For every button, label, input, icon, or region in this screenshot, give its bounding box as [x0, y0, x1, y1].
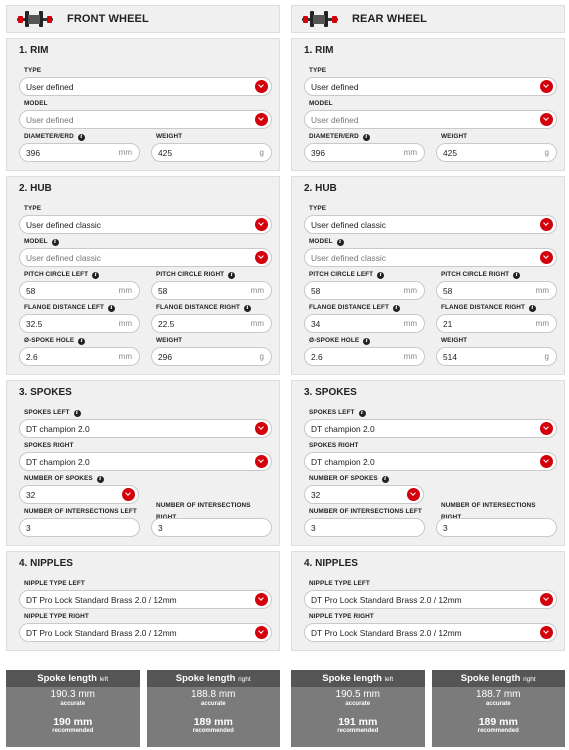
field-label: MODEL [309, 100, 333, 107]
field-label: SPOKES RIGHT [24, 442, 74, 449]
accurate-label: accurate [485, 701, 511, 707]
intersections-right-input[interactable]: 3 [151, 518, 272, 537]
spoke-length-right-result [432, 670, 566, 747]
section-title: 3. SPOKES [304, 387, 357, 398]
info-icon[interactable]: i [92, 272, 99, 279]
spokes-section [6, 380, 280, 546]
wheel-title: REAR WHEEL [352, 13, 427, 25]
section-title: 4. NIPPLES [19, 558, 73, 569]
chevron-down-icon[interactable] [540, 422, 553, 435]
field-label: MODEL i [19, 236, 272, 248]
spokes-left-select[interactable]: DT champion 2.0 [19, 419, 272, 438]
nipple-left-select[interactable]: DT Pro Lock Standard Brass 2.0 / 12mm [19, 590, 272, 609]
chevron-down-icon[interactable] [255, 80, 268, 93]
field-label: WEIGHT [441, 337, 468, 344]
flange-distance-left-input[interactable]: 34 mm [304, 314, 425, 333]
section-title: 1. RIM [19, 45, 49, 56]
accurate-label: accurate [345, 701, 371, 707]
field-label: NUMBER OF INTERSECTIONS LEFT [309, 508, 422, 515]
recommended-value: 189 mm [478, 716, 518, 728]
recommended-label: recommended [192, 728, 234, 734]
spokes-section [291, 380, 565, 546]
hub-type-select[interactable]: User defined classic [304, 215, 557, 234]
pitch-circle-left-input[interactable]: 58 mm [19, 281, 140, 300]
unit-label: g [544, 352, 549, 361]
field-label: TYPE [24, 67, 42, 74]
front-wheel-column [6, 5, 280, 651]
rim-type-select[interactable]: User defined [304, 77, 557, 96]
field-label: MODEL i [304, 236, 557, 248]
rear-wheel-header [291, 5, 565, 33]
field-label: NIPPLE TYPE RIGHT [24, 613, 89, 620]
flange-distance-right-input[interactable]: 22.5 mm [151, 314, 272, 333]
unit-label: mm [403, 148, 417, 157]
field-label: TYPE [309, 205, 327, 212]
section-title: 3. SPOKES [19, 387, 72, 398]
chevron-down-icon[interactable] [540, 218, 553, 231]
unit-label: mm [535, 286, 549, 295]
field-label: PITCH CIRCLE RIGHT i [151, 269, 272, 281]
hub-section [291, 176, 565, 375]
section-title: 2. HUB [19, 183, 52, 194]
chevron-down-icon[interactable] [255, 455, 268, 468]
unit-label: mm [250, 286, 264, 295]
intersections-right-input[interactable]: 3 [436, 518, 557, 537]
chevron-down-icon[interactable] [255, 593, 268, 606]
info-icon[interactable]: i [228, 272, 235, 279]
nipple-right-select[interactable]: DT Pro Lock Standard Brass 2.0 / 12mm [304, 623, 557, 642]
result-title: Spoke length right [432, 670, 566, 687]
unit-label: mm [118, 286, 132, 295]
spokes-left-select[interactable]: DT champion 2.0 [304, 419, 557, 438]
hub-icon [17, 10, 53, 28]
accurate-value: 190.3 mm [50, 689, 95, 700]
recommended-label: recommended [337, 728, 379, 734]
info-icon[interactable]: i [529, 305, 536, 312]
info-icon[interactable]: i [74, 410, 81, 417]
chevron-down-icon[interactable] [255, 626, 268, 639]
field-label: Ø-SPOKE HOLE i [19, 335, 140, 347]
info-icon[interactable]: i [97, 476, 104, 483]
pitch-circle-left-input[interactable]: 58 mm [304, 281, 425, 300]
field-label: SPOKES LEFT i [19, 407, 272, 419]
info-icon[interactable]: i [382, 476, 389, 483]
field-label: SPOKES LEFT i [304, 407, 557, 419]
front-results [6, 670, 280, 747]
info-icon[interactable]: i [337, 239, 344, 246]
accurate-value: 188.8 mm [191, 689, 236, 700]
chevron-down-icon[interactable] [122, 488, 135, 501]
chevron-down-icon[interactable] [540, 251, 553, 264]
field-label: NUMBER OF INTERSECTIONS [441, 502, 536, 509]
info-icon[interactable]: i [359, 410, 366, 417]
chevron-down-icon[interactable] [255, 251, 268, 264]
field-label: MODEL [24, 100, 48, 107]
chevron-down-icon[interactable] [255, 422, 268, 435]
unit-label: mm [250, 319, 264, 328]
intersections-left-input[interactable]: 3 [304, 518, 425, 537]
result-title: Spoke length left [6, 670, 140, 687]
chevron-down-icon[interactable] [540, 80, 553, 93]
section-title: 2. HUB [304, 183, 337, 194]
intersections-left-input[interactable]: 3 [19, 518, 140, 537]
field-label: FLANGE DISTANCE RIGHT i [436, 302, 557, 314]
recommended-value: 190 mm [53, 716, 93, 728]
field-label: NUMBER OF INTERSECTIONS [156, 502, 251, 509]
recommended-value: 191 mm [338, 716, 378, 728]
rear-wheel-column [291, 5, 565, 651]
info-icon[interactable]: i [108, 305, 115, 312]
spoke-length-right-result [147, 670, 281, 747]
field-label: NIPPLE TYPE LEFT [24, 580, 85, 587]
rim-section [291, 38, 565, 171]
result-title: Spoke length left [291, 670, 425, 687]
unit-label: g [259, 352, 264, 361]
chevron-down-icon[interactable] [540, 593, 553, 606]
spokes-right-select[interactable]: DT champion 2.0 [19, 452, 272, 471]
hub-weight-input[interactable]: 296 g [151, 347, 272, 366]
recommended-label: recommended [52, 728, 94, 734]
field-label: NIPPLE TYPE RIGHT [309, 613, 374, 620]
unit-label: g [259, 148, 264, 157]
rim-weight-input[interactable]: 425 g [151, 143, 272, 162]
info-icon[interactable]: i [78, 134, 85, 141]
spoke-length-left-result [291, 670, 425, 747]
spoke-hole-input[interactable]: 2.6 mm [19, 347, 140, 366]
info-icon[interactable]: i [363, 134, 370, 141]
field-label: WEIGHT [156, 133, 183, 140]
recommended-value: 189 mm [193, 716, 233, 728]
unit-label: mm [403, 319, 417, 328]
chevron-down-icon[interactable] [255, 113, 268, 126]
front-wheel-header [6, 5, 280, 33]
chevron-down-icon[interactable] [540, 113, 553, 126]
info-icon[interactable]: i [52, 239, 59, 246]
pitch-circle-right-input[interactable]: 58 mm [436, 281, 557, 300]
nipple-left-select[interactable]: DT Pro Lock Standard Brass 2.0 / 12mm [304, 590, 557, 609]
unit-label: mm [403, 286, 417, 295]
unit-label: mm [118, 319, 132, 328]
hub-weight-input[interactable]: 514 g [436, 347, 557, 366]
unit-label: g [544, 148, 549, 157]
field-label: NIPPLE TYPE LEFT [309, 580, 370, 587]
section-title: 1. RIM [304, 45, 334, 56]
unit-label: mm [118, 148, 132, 157]
field-label: NUMBER OF SPOKES i [19, 473, 139, 485]
unit-label: mm [118, 352, 132, 361]
chevron-down-icon[interactable] [540, 455, 553, 468]
hub-section [6, 176, 280, 375]
info-icon[interactable]: i [363, 338, 370, 345]
rim-diameter-input[interactable]: 396 mm [19, 143, 140, 162]
field-label: WEIGHT [156, 337, 183, 344]
info-icon[interactable]: i [78, 338, 85, 345]
info-icon[interactable]: i [244, 305, 251, 312]
accurate-label: accurate [200, 701, 226, 707]
info-icon[interactable]: i [393, 305, 400, 312]
info-icon[interactable]: i [377, 272, 384, 279]
hub-model-select[interactable]: User defined classic [19, 248, 272, 267]
section-title: 4. NIPPLES [304, 558, 358, 569]
rim-weight-input[interactable]: 425 g [436, 143, 557, 162]
hub-icon [302, 10, 338, 28]
wheel-title: FRONT WHEEL [67, 13, 149, 25]
field-label: SPOKES RIGHT [309, 442, 359, 449]
field-label: PITCH CIRCLE LEFT i [19, 269, 140, 281]
flange-distance-left-input[interactable]: 32.5 mm [19, 314, 140, 333]
rim-diameter-input[interactable]: 396 mm [304, 143, 425, 162]
info-icon[interactable]: i [513, 272, 520, 279]
hub-type-select[interactable]: User defined classic [19, 215, 272, 234]
number-of-spokes-select[interactable]: 32 [19, 485, 139, 504]
pitch-circle-right-input[interactable]: 58 mm [151, 281, 272, 300]
result-title: Spoke length right [147, 670, 281, 687]
field-label: NUMBER OF SPOKES i [304, 473, 424, 485]
field-label: DIAMETER/ERD i [19, 131, 140, 143]
field-label: WEIGHT [441, 133, 468, 140]
nipples-section [291, 551, 565, 651]
chevron-down-icon[interactable] [407, 488, 420, 501]
spoke-hole-input[interactable]: 2.6 mm [304, 347, 425, 366]
nipple-right-select[interactable]: DT Pro Lock Standard Brass 2.0 / 12mm [19, 623, 272, 642]
spoke-length-left-result [6, 670, 140, 747]
field-label: DIAMETER/ERD i [304, 131, 425, 143]
recommended-label: recommended [477, 728, 519, 734]
flange-distance-right-input[interactable]: 21 mm [436, 314, 557, 333]
field-label: FLANGE DISTANCE LEFT i [304, 302, 425, 314]
nipples-section [6, 551, 280, 651]
accurate-value: 190.5 mm [335, 689, 380, 700]
accurate-label: accurate [60, 701, 86, 707]
rear-results [291, 670, 565, 747]
rim-type-select[interactable]: User defined [19, 77, 272, 96]
field-label: NUMBER OF INTERSECTIONS LEFT [24, 508, 137, 515]
field-label: Ø-SPOKE HOLE i [304, 335, 425, 347]
rim-model-select[interactable]: User defined [19, 110, 272, 129]
accurate-value: 188.7 mm [476, 689, 521, 700]
spokes-right-select[interactable]: DT champion 2.0 [304, 452, 557, 471]
rim-model-select[interactable]: User defined [304, 110, 557, 129]
unit-label: mm [535, 319, 549, 328]
field-label: FLANGE DISTANCE RIGHT i [151, 302, 272, 314]
field-label: FLANGE DISTANCE LEFT i [19, 302, 140, 314]
field-label: TYPE [309, 67, 327, 74]
field-label: TYPE [24, 205, 42, 212]
chevron-down-icon[interactable] [255, 218, 268, 231]
chevron-down-icon[interactable] [540, 626, 553, 639]
rim-section [6, 38, 280, 171]
field-label: PITCH CIRCLE LEFT i [304, 269, 425, 281]
number-of-spokes-select[interactable]: 32 [304, 485, 424, 504]
hub-model-select[interactable]: User defined classic [304, 248, 557, 267]
unit-label: mm [403, 352, 417, 361]
field-label: PITCH CIRCLE RIGHT i [436, 269, 557, 281]
